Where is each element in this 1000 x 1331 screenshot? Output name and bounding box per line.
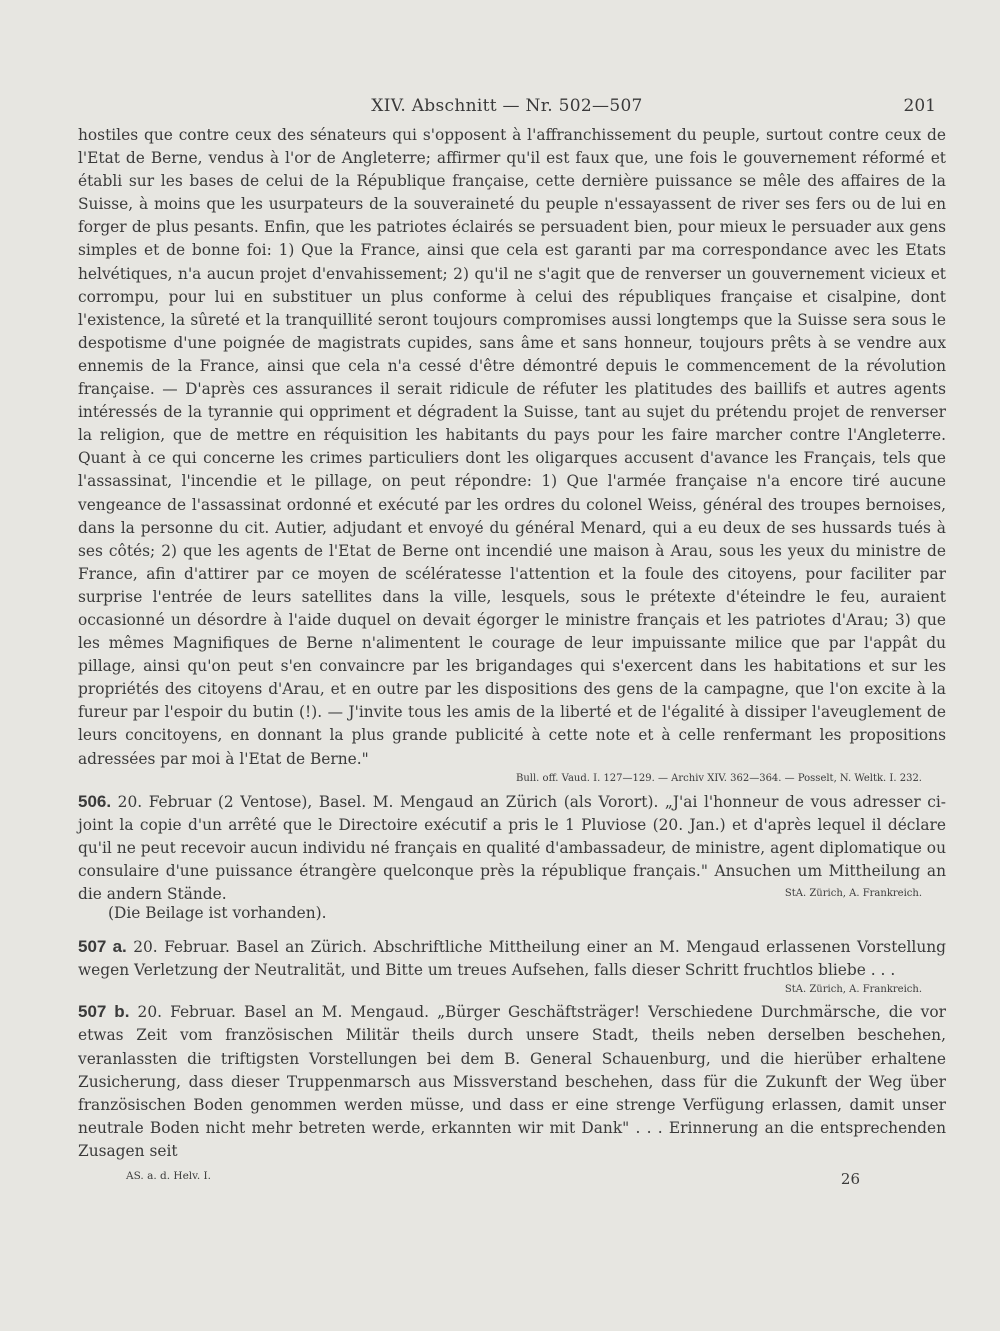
paragraph-text: hostiles que contre ceux des sénateurs qui s'opposent à l'affranchissement du peuple, surtout contre ceux de l'Etat de Berne, vendus à l'or de Angleterre; affirmer qu'il est faux que, une fois le gouvernement réformé et établi sur les bases de celui de la République française, cette dernière puissance se mêle des affaires de la Suisse, à moins que les usurpateurs de la souveraineté du peuple n'essayassent de river ses fers ou de lui en forger de plus pesants. Enfin, que les patriotes éclairés se persuadent bien, pour mieux le persuader aux gens simples et de bonne foi: 1) Que la France, ainsi que cela est garanti par ma correspondance avec les Etats helvétiques, n'a aucun projet d'envahissement; 2) qu'il ne s'agit que de renverser un gouvernement vicieux et corrompu, pour lui en substituer un plus conforme à celui des républiques française et cisalpine, dont l'existence, la sûreté et la tranquillité seront toujours compromises aussi longtemps que la Suisse sera sous le despotisme d'une poignée de magistrats cupides, sans âme et sans honneur, toujours prêts à se vendre aux ennemis de la France, ainsi que cela n'a cessé d'être démontré depuis le commencement de la révolution française. — D'après ces assurances il serait ridicule de réfuter les platitudes des baillifs et autres agents intéressés de la tyrannie qui oppriment et dégradent la Suisse, tant au sujet du prétendu projet de renverser la religion, que de mettre en réquisition les habitants du pays pour les faire marcher contre l'Angleterre. Quant à ce qui concerne les crimes particuliers dont les oligarques accusent d'avance les Français, tels que l'assassinat, l'incendie et le pillage, on peut répondre: 1) Que l'armée française n'a encore tiré aucune vengeance de l'assassinat ordonné et exécuté par les ordres du colonel Weiss, général des troupes bernoises, dans la personne du cit. Autier, adjudant et envoyé du général Menard, qui a eu deux de ses hussards tués à ses côtés; 2) que les agents de l'Etat de Berne ont incendié une maison à Arau, sous les yeux du ministre de France, afin d'attirer par ce moyen de scélératesse l'attention et la foule des citoyens, pour faciliter par surprise l'entrée de leurs satellites dans la ville, lesquels, sous le prétexte d'éteindre le feu, auraient occasionné un désordre à l'aide duquel on devait égorger le ministre français et les patriotes d'Arau; 3) que les mêmes Magnifiques de Berne n'alimentent le courage de leur impuissante milice que par l'appât du pillage, ainsi qu'on peut s'en convaincre par les brigandages qui s'exercent dans les habitations et sur les propriétés des citoyens d'Arau, et en outre par les dispositions des gens de la campagne, que l'on excite à la fureur par l'espoir du butin (!). — J'invite tous les amis de la liberté et de l'égalité à dissiper l'aveuglement de leurs concitoyens, en donnant la plus grande publicité à cette note et à celle renfermant les propositions adressées par moi à l'Etat de Berne." bbox=[78, 126, 946, 768]
entry-number: 507 b. bbox=[78, 1002, 130, 1022]
entry-507b bbox=[78, 1000, 946, 1163]
header-title: XIV. Abschnitt — Nr. 502—507 bbox=[371, 96, 643, 116]
running-header bbox=[78, 96, 936, 122]
entry-number: 506. bbox=[78, 791, 112, 811]
footer-signature: AS. a. d. Helv. I. bbox=[126, 1170, 211, 1182]
source-citation: Bull. off. Vaud. I. 127—129. — Archiv XIV. 362—364. — Posselt, N. Weltk. I. 232. bbox=[516, 772, 922, 784]
source-citation: StA. Zürich, A. Frankreich. bbox=[784, 888, 922, 900]
source-citation: StA. Zürich, A. Frankreich. bbox=[784, 984, 922, 996]
entry-text: 20. Februar (2 Ventose), Basel. M. Mengaud an Zürich (als Vorort). „J'ai l'honneur de vous adresser ci-joint la copie d'un arrêté que le Directoire exécutif a pris le 1 Pluviose (20. Jan.) et d'après lequel il déclare qu'il ne peut recevoir aucun individu né français en qualité d'ambassadeur, de ministre, agent diplomatique ou consulaire d'une puissance étrangère quelconque près la république français." Ansuchen um Mittheilung an die andern Stände. bbox=[78, 792, 946, 903]
paragraph-continuation bbox=[78, 124, 946, 771]
page-number: 201 bbox=[903, 96, 936, 116]
entry-507a bbox=[78, 935, 946, 982]
entry-text: 20. Februar. Basel an Zürich. Abschriftliche Mittheilung einer an M. Mengaud erlassenen Vorstellung wegen Verletzung der Neutralität, und Bitte um treues Aufsehen, falls dieser Schritt fruchtlos bliebe . . . bbox=[78, 938, 947, 980]
page-footer bbox=[126, 1170, 860, 1190]
entry-note: (Die Beilage ist vorhanden). bbox=[108, 904, 327, 923]
footer-sheet-number: 26 bbox=[840, 1170, 860, 1188]
entry-number: 507 a. bbox=[78, 937, 127, 957]
entry-text: 20. Februar. Basel an M. Mengaud. „Bürger Geschäftsträger! Verschiedene Durchmärsche, die vor etwas Zeit vom französischen Militär theils durch unsere Stadt, theils neben derselben beschehen, veranlassten die triftigsten Vorstellungen bei dem B. General Schauenburg, und die hierüber erhaltene Zusicherung, dass dieser Truppenmarsch aus Missverstand beschehen, dass für die Zukunft der Weg über französischen Boden genommen werden müsse, und dass er eine strenge Verfügung erlassen, damit unser neutrale Boden nicht mehr betreten werde, erkannten wir mit Dank" . . . Erinnerung an die entsprechenden Zusagen seit bbox=[78, 1003, 947, 1160]
page-body bbox=[78, 124, 946, 1163]
